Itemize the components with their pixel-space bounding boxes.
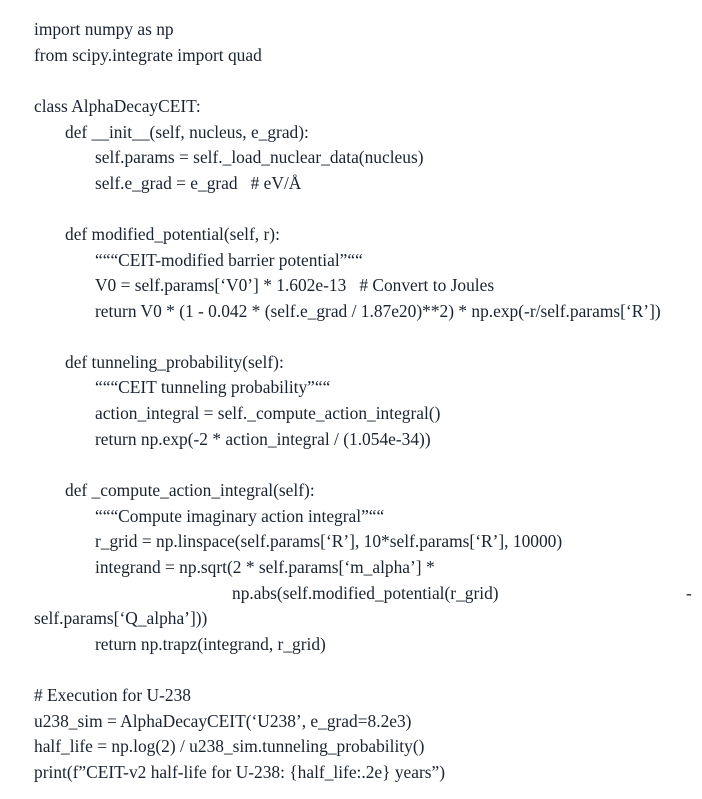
code-line-class-def: class AlphaDecayCEIT:: [34, 96, 201, 116]
code-line-half-life: half_life = np.log(2) / u238_sim.tunneling_probability(): [34, 736, 425, 756]
code-line-return-tunneling: return np.exp(-2 * action_integral / (1.054e-34)): [95, 429, 431, 449]
code-line-execution-comment: # Execution for U-238: [34, 685, 191, 705]
code-line-action-integral: action_integral = self._compute_action_integral(): [95, 403, 441, 423]
code-line-tunneling-def: def tunneling_probability(self):: [65, 352, 284, 372]
code-line-q-alpha: self.params[‘Q_alpha’])): [34, 608, 208, 628]
code-line-compute-action-def: def _compute_action_integral(self):: [65, 480, 315, 500]
code-line-np-abs: np.abs(self.modified_potential(r_grid): [232, 583, 499, 603]
code-line-load-params: self.params = self._load_nuclear_data(nucleus): [95, 147, 424, 167]
code-line-print: print(f”CEIT-v2 half-life for U-238: {half_life:.2e} years”): [34, 762, 446, 782]
code-line-r-grid: r_grid = np.linspace(self.params[‘R’], 10*self.params[‘R’], 10000): [95, 531, 563, 551]
code-line-docstring-action: “““Compute imaginary action integral”““: [95, 506, 385, 526]
code-line-docstring-tunneling: “““CEIT tunneling probability”““: [95, 377, 331, 397]
code-line-set-egrad: self.e_grad = e_grad # eV/Å: [95, 173, 302, 193]
code-line-v0: V0 = self.params[‘V0’] * 1.602e-13 # Convert to Joules: [95, 275, 495, 295]
code-line-init-def: def __init__(self, nucleus, e_grad):: [65, 122, 309, 142]
code-line-u238-sim: u238_sim = AlphaDecayCEIT(‘U238’, e_grad=8.2e3): [34, 711, 412, 731]
code-line-minus-sign: -: [686, 583, 692, 603]
code-line-import-quad: from scipy.integrate import quad: [34, 45, 262, 65]
code-line-integrand: integrand = np.sqrt(2 * self.params[‘m_alpha’] *: [95, 557, 435, 577]
code-line-modified-potential-def: def modified_potential(self, r):: [65, 224, 280, 244]
code-line-return-trapz: return np.trapz(integrand, r_grid): [95, 634, 326, 654]
code-line-docstring-potential: “““CEIT-modified barrier potential”““: [95, 250, 363, 270]
code-line-return-potential: return V0 * (1 - 0.042 * (self.e_grad / 1.87e20)**2) * np.exp(-r/self.params[‘R’]): [95, 301, 661, 321]
code-line-import-numpy: import numpy as np: [34, 19, 174, 39]
